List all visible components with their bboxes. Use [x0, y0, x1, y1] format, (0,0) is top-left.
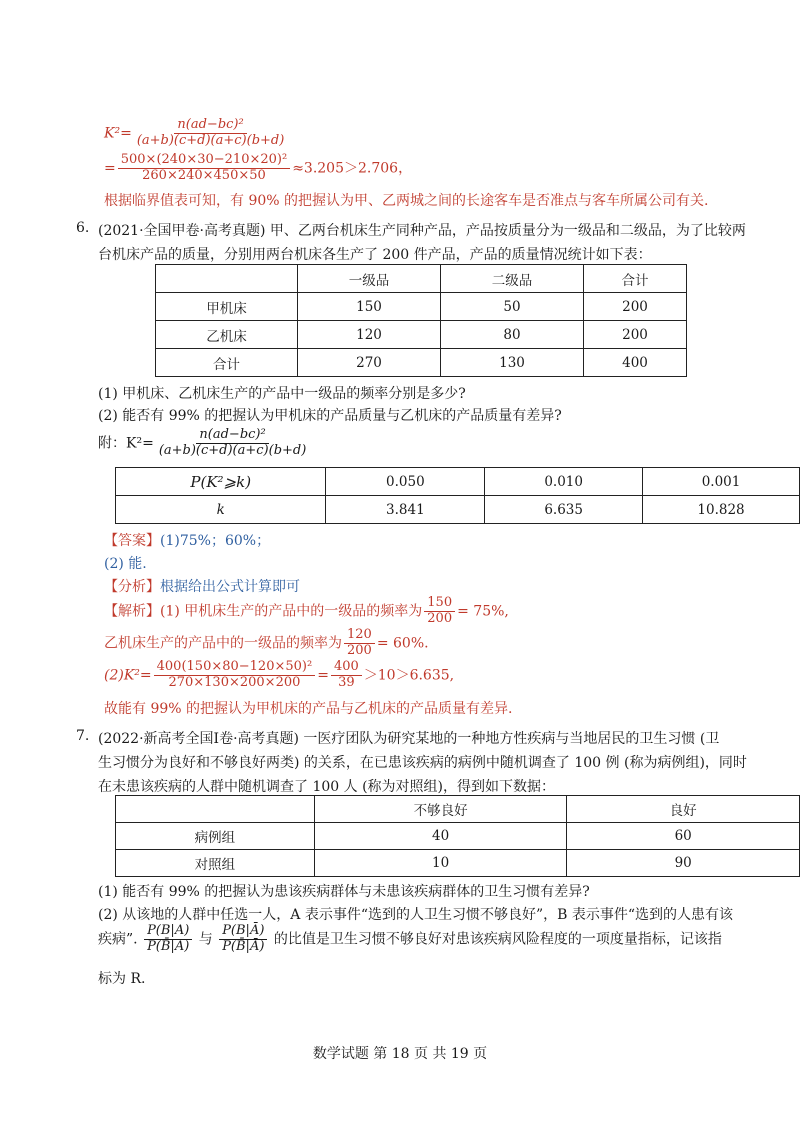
table-cell: 60 — [567, 823, 800, 850]
page-footer: 数学试题 第 18 页 共 19 页 — [312, 1046, 488, 1062]
attach-prefix: 附：K²= — [98, 435, 154, 452]
sol2-prefix: 乙机床生产的产品中的一级品的频率为 — [104, 635, 342, 652]
solution-line1 — [104, 596, 509, 627]
analysis-tag: 【分析】 — [104, 579, 160, 595]
q7-stem-line1: (2022·新高考全国Ⅰ卷·高考真题) 一医疗团队为研究某地的一种地方性疾病与当地居民的卫生习惯 (卫 — [98, 731, 720, 747]
table-cell: 乙机床 — [156, 321, 298, 349]
k2-formula — [104, 118, 289, 149]
table-cell: 0.001 — [643, 468, 800, 496]
ratio-mid: 与 — [198, 931, 213, 948]
table-cell: 6.635 — [485, 496, 643, 524]
table-cell: 0.050 — [326, 468, 485, 496]
sub2-prefix: 疾病”. — [98, 931, 138, 948]
ratio2-numerator: P(B|Ā) — [219, 924, 267, 940]
q7-sub2-line3: 标为 R. — [98, 971, 146, 987]
sol1-denominator: 200 — [427, 610, 453, 626]
table-cell: 50 — [441, 293, 584, 321]
sol2-suffix: = 60%. — [376, 635, 429, 652]
q6-critical-value-table — [115, 467, 800, 524]
table-cell: 3.841 — [326, 496, 485, 524]
answer1: (1)75%；60%； — [160, 533, 271, 549]
table-row — [116, 468, 800, 496]
answer-line2: (2) 能. — [104, 556, 147, 572]
table-cell: 150 — [298, 293, 441, 321]
table-cell: 病例组 — [116, 823, 315, 850]
sol3-numerator2: 400 — [331, 660, 362, 676]
q7-stem-line2: 生习惯分为良好和不够良好两类) 的关系，在已患该疾病的病例中随机调查了 100 例 (称为病例组)，同时 — [98, 755, 747, 771]
sol3-suffix: ＞10＞6.635, — [363, 667, 455, 684]
table-cell: 10.828 — [643, 496, 800, 524]
ratio1-numerator: P(B|A) — [144, 924, 192, 940]
table-cell: 良好 — [567, 796, 800, 823]
table-cell: k — [116, 496, 326, 524]
table-cell: 80 — [441, 321, 584, 349]
table-cell: 40 — [314, 823, 567, 850]
eq-numerator: 500×(240×30−210×20)² — [118, 153, 290, 169]
solution-line3 — [104, 660, 454, 691]
q6-number: 6. — [76, 220, 90, 236]
table-header-row — [156, 265, 687, 293]
q7-stem-line3: 在未患该疾病的人群中随机调查了 100 人 (称为对照组)，得到如下数据： — [98, 779, 555, 795]
solution-tag: 【解析】 — [104, 603, 160, 620]
table-cell: 90 — [567, 850, 800, 877]
q7-sub2-line1: (2) 从该地的人群中任选一人，A 表示事件“选到的人卫生习惯不够良好”，B 表示事件“选到的人患有该 — [98, 907, 734, 923]
sol2-denominator: 200 — [347, 642, 372, 658]
q6-quality-table — [155, 264, 687, 377]
sol3-numerator: 400(150×80−120×50)² — [154, 660, 316, 676]
sol3-denominator: 270×130×200×200 — [168, 674, 301, 690]
table-cell: 200 — [584, 321, 687, 349]
sol1-numerator: 150 — [424, 596, 455, 612]
q6-sub1: (1) 甲机床、乙机床生产的产品中一级品的频率分别是多少? — [98, 386, 466, 402]
table-row — [156, 349, 687, 377]
table-cell: 合计 — [156, 349, 298, 377]
sol3-prefix: (2)K²= — [104, 667, 152, 684]
sol1-prefix: (1) 甲机床生产的产品中的一级品的频率为 — [160, 603, 423, 620]
ratio1-denominator: P(B̄|A) — [147, 938, 190, 954]
table-cell: 二级品 — [441, 265, 584, 293]
table-cell: 一级品 — [298, 265, 441, 293]
table-cell: 甲机床 — [156, 293, 298, 321]
q6-attachment-formula — [98, 428, 311, 459]
table-cell: 10 — [314, 850, 567, 877]
table-row — [156, 321, 687, 349]
table-cell: P(K²⩾k) — [116, 468, 326, 496]
q7-number: 7. — [76, 728, 90, 744]
eq-result: ≈3.205＞2.706， — [292, 160, 413, 177]
top-conclusion: 根据临界值表可知，有 90% 的把握认为甲、乙两城之间的长途客车是否准点与客车所属公司有关. — [104, 193, 709, 209]
table-cell: 合计 — [584, 265, 687, 293]
eq-prefix: = — [104, 160, 116, 177]
answer-line1 — [104, 530, 270, 550]
table-cell: 0.010 — [485, 468, 643, 496]
eq-denominator: 260×240×450×50 — [142, 167, 266, 183]
table-cell: 120 — [298, 321, 441, 349]
sub2-suffix: 的比值是卫生习惯不够良好对患该疾病风险程度的一项度量指标，记该指 — [273, 931, 722, 948]
table-cell: 200 — [584, 293, 687, 321]
table-row — [116, 823, 800, 850]
table-cell: 270 — [298, 349, 441, 377]
answer-tag: 【答案】 — [104, 533, 160, 549]
sol1-suffix: = 75%, — [457, 603, 509, 620]
sol3-mid: = — [317, 667, 329, 684]
k2-numerator: n(ad−bc)² — [174, 118, 246, 134]
table-cell — [156, 265, 298, 293]
table-row — [156, 293, 687, 321]
k2-evaluation — [104, 153, 412, 184]
q6-sub2: (2) 能否有 99% 的把握认为甲机床的产品质量与乙机床的产品质量有差异? — [98, 408, 562, 424]
analysis-text: 根据给出公式计算即可 — [160, 579, 300, 595]
table-cell — [116, 796, 315, 823]
analysis-line — [104, 576, 300, 596]
table-cell: 对照组 — [116, 850, 315, 877]
table-row — [116, 850, 800, 877]
q7-data-table — [115, 795, 800, 877]
table-row — [116, 496, 800, 524]
q6-stem-line1: (2021·全国甲卷·高考真题) 甲、乙两台机床生产同种产品，产品按质量分为一级品和二级品，为了比较两 — [98, 223, 746, 239]
q6-stem-line2: 台机床产品的质量，分别用两台机床各生产了 200 件产品，产品的质量情况统计如下表： — [98, 247, 652, 263]
solution-line4: 故能有 99% 的把握认为甲机床的产品与乙机床的产品质量有差异. — [104, 701, 513, 717]
table-cell: 400 — [584, 349, 687, 377]
k2-lhs: K²= — [104, 125, 132, 142]
sol2-numerator: 120 — [344, 628, 375, 644]
k2-denominator: (a+b)(c+d)(a+c)(b+d) — [136, 132, 285, 148]
attach-numerator: n(ad−bc)² — [196, 428, 268, 444]
sol3-denominator2: 39 — [338, 674, 355, 690]
solution-line2 — [104, 628, 429, 659]
ratio2-denominator: P(B̄|Ā) — [222, 938, 265, 954]
table-header-row — [116, 796, 800, 823]
attach-denominator: (a+b)(c+d)(a+c)(b+d) — [158, 442, 307, 458]
q7-sub2-line2 — [98, 924, 722, 955]
table-cell: 不够良好 — [314, 796, 567, 823]
q7-sub1: (1) 能否有 99% 的把握认为患该疾病群体与未患该疾病群体的卫生习惯有差异? — [98, 884, 590, 900]
table-cell: 130 — [441, 349, 584, 377]
